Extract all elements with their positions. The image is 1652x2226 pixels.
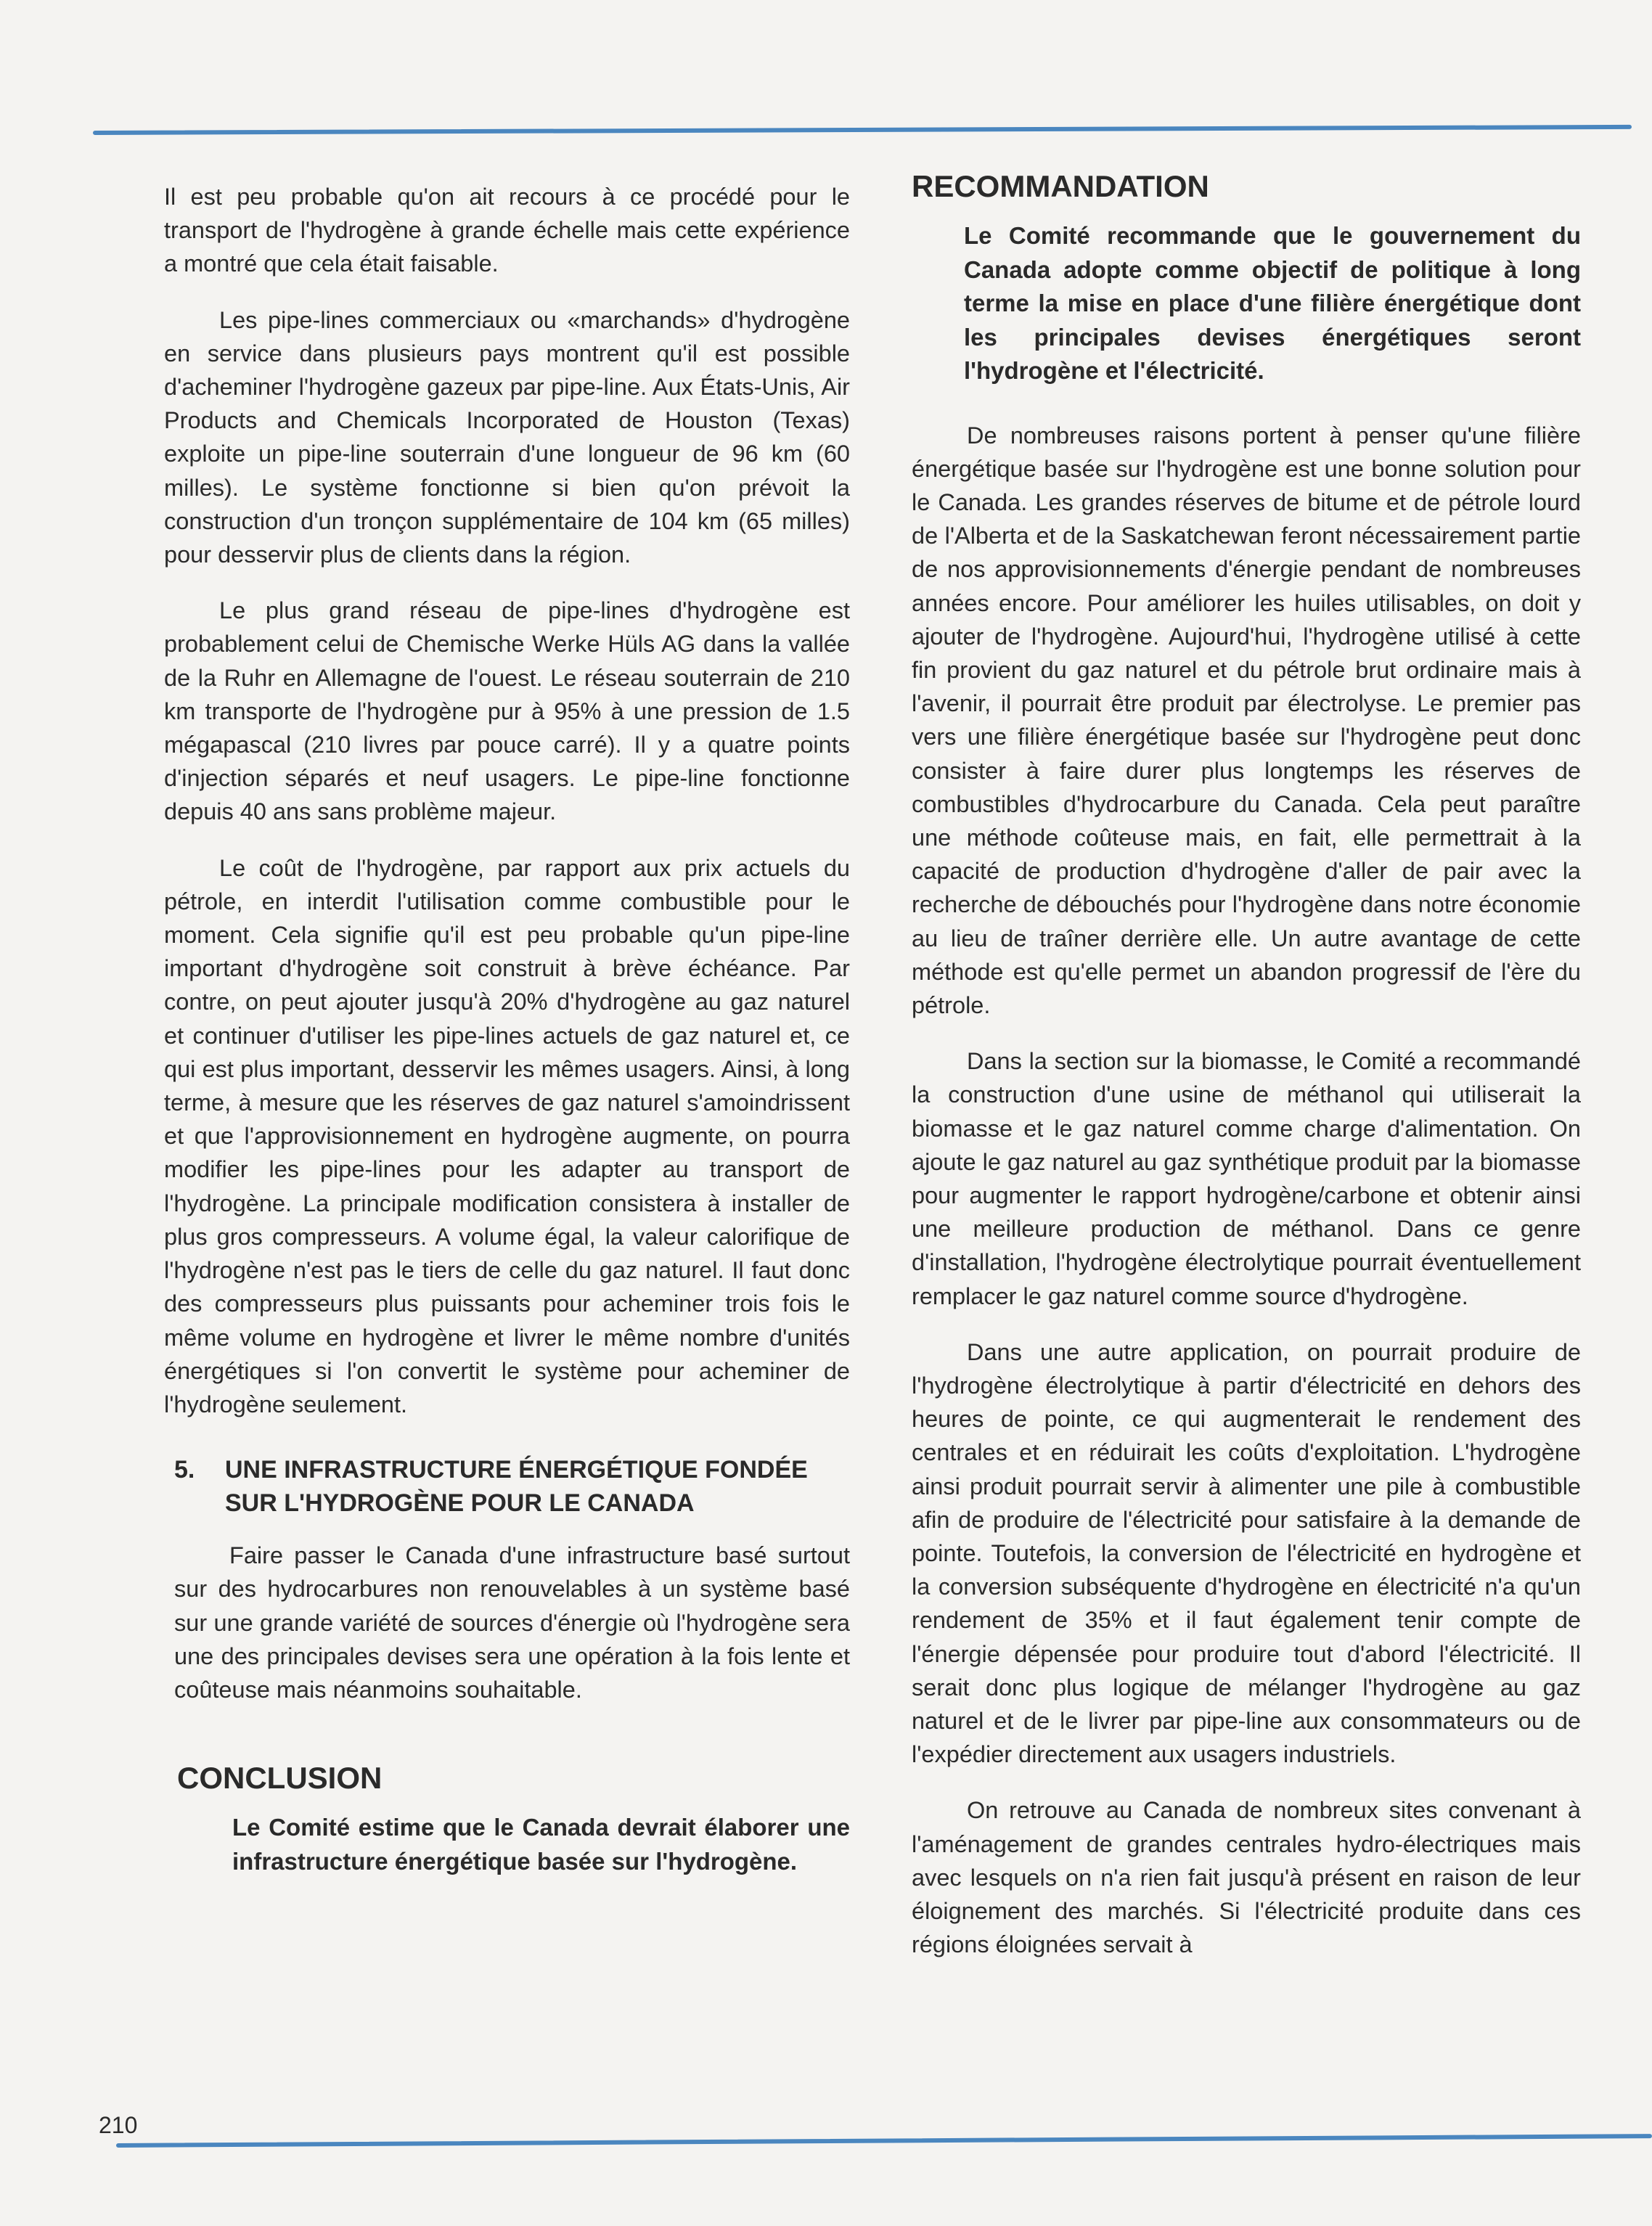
paragraph: Le plus grand réseau de pipe-lines d'hydrogène est probablement celui de Chemische Werke Hüls AG dans la vallée de la Ruhr en Allemagne de l'ouest. Le réseau souterrain de 210 km transporte de l'hydrogène pur à 95% à une pression de 1.5 mégapascal (210 livres par pouce carré). Il y a quatre points d'injection séparés et neuf usagers. Le pipe-line fonctionne depuis 40 ans sans problème majeur. <box>164 597 850 825</box>
page-number: 210 <box>99 2112 138 2138</box>
section-paragraph: Faire passer le Canada d'une infrastructure basé surtout sur des hydrocarbures non renouvelables à un système basé sur une grande variété de sources d'énergie où l'hydrogène sera une des principales devises sera une opération à la fois lente et coûteuse mais néanmoins souhaitable. <box>174 1542 850 1703</box>
paragraph: Dans la section sur la biomasse, le Comité a recommandé la construction d'une usine de méthanol qui utiliserait la biomasse et le gaz naturel comme charge d'alimentation. On ajoute le gaz naturel au gaz synthétique produit par la biomasse pour augmenter le rapport hydrogène/carbone et obtenir ainsi une meilleure production de méthanol. Dans ce genre d'installation, l'hydrogène électrolytique pourrait éventuellement remplacer le gaz naturel comme source d'hydrogène. <box>912 1048 1581 1309</box>
left-column <box>164 180 850 1899</box>
paragraph: Les pipe-lines commerciaux ou «marchands» d'hydrogène en service dans plusieurs pays montrent qu'il est possible d'acheminer l'hydrogène gazeux par pipe-line. Aux États-Unis, Air Products and Chemicals Incorporated de Houston (Texas) exploite un pipe-line souterrain d'une longueur de 96 km (60 milles). Le système fonctionne si bien qu'on prévoit la construction d'un tronçon supplémentaire de 104 km (65 milles) pour desservir plus de clients dans la région. <box>164 306 850 568</box>
paragraph: Dans une autre application, on pourrait produire de l'hydrogène électrolytique à partir d'électricité en dehors des heures de pointe, ce qui augmenterait le rendement des centrales et en réduirait les coûts d'exploitation. L'hydrogène ainsi produit pourrait servir à alimenter une pile à combustible afin de produire de l'électricité pour satisfaire à la demande de pointe. Toutefois, la conversion de l'électricité en hydrogène et la conversion subséquente d'hydrogène en électricité n'a qu'un rendement de 35% et il faut également tenir compte de l'énergie dépensée pour produire tout d'abord l'électricité. Il serait donc plus logique de mélanger l'hydrogène au gaz naturel et de le livrer par pipe-line aux consommateurs ou de l'expédier directement aux usagers industriels. <box>912 1338 1581 1768</box>
bottom-rule <box>116 2134 1652 2148</box>
section-title: UNE INFRASTRUCTURE ÉNERGÉTIQUE FONDÉE SUR L'HYDROGÈNE POUR LE CANADA <box>225 1456 808 1518</box>
paragraph: Le coût de l'hydrogène, par rapport aux prix actuels du pétrole, en interdit l'utilisation comme combustible pour le moment. Cela signifie qu'il est peu probable qu'un pipe-line important d'hydrogène soit construit à brève échéance. Par contre, on peut ajouter jusqu'à 20% d'hydrogène au gaz naturel et continuer d'utiliser les pipe-lines actuels de gaz naturel et, ce qui est plus important, desservir les mêmes usagers. Ainsi, à long terme, à mesure que les réserves de gaz naturel s'amoindrissent et que l'approvisionnement en hydrogène augmente, on pourra modifier les pipe-lines pour les adapter au transport de l'hydrogène. La principale modification consistera à installer de plus gros compresseurs. A volume égal, la valeur calorifique de l'hydrogène n'est pas le tiers de celle du gaz naturel. Il faut donc des compresseurs plus puissants pour acheminer trois fois le même volume en hydrogène et livrer le même nombre d'unités énergétiques si l'on convertit le système pour acheminer de l'hydrogène seulement. <box>164 854 850 1417</box>
paragraph: On retrouve au Canada de nombreux sites convenant à l'aménagement de grandes centrales hydro-électriques mais avec lesquels on n'a rien fait jusqu'à présent en raison de leur éloignement des marchés. Si l'électricité produite dans ces régions éloignées servait à <box>912 1797 1581 1958</box>
right-column <box>912 167 1581 1984</box>
paragraph: Il est peu probable qu'on ait recours à ce procédé pour le transport de l'hydrogène à grande échelle mais cette expérience a montré que cela était faisable. <box>164 184 850 277</box>
recommendation-text: Le Comité recommande que le gouvernement du Canada adopte comme objectif de politique à long terme la mise en place d'une filière énergétique dont les principales devises énergétiques seront l'hydrogène et l'électricité. <box>964 222 1581 384</box>
conclusion-heading: CONCLUSION <box>177 1761 383 1796</box>
paragraph: De nombreuses raisons portent à penser qu'une filière énergétique basée sur l'hydrogène est une bonne solution pour le Canada. Les grandes réserves de bitume et de pétrole lourd de l'Alberta et de la Saskatchewan feront nécessairement partie de nos approvisionnements d'énergie pendant de nombreuses années encore. Pour améliorer les huiles utilisables, on doit y ajouter de l'hydrogène. Aujourd'hui, l'hydrogène utilisé à cette fin provient du gaz naturel et du pétrole brut ordinaire mais à l'avenir, il pourrait être produit par électrolyse. Le premier pas vers une filière énergétique basée sur l'hydrogène peut donc consister à faire durer plus longtemps les réserves de combustibles d'hydrocarbure du Canada. Cela peut paraître une méthode coûteuse mais, en fait, elle permettrait à la capacité de production d'hydrogène d'aller de pair avec la recherche de débouchés pour l'hydrogène dans notre économie au lieu de traîner derrière elle. Un autre avantage de cette méthode est qu'elle permet un abandon progressif de l'ère du pétrole. <box>912 422 1581 1018</box>
conclusion-text: Le Comité estime que le Canada devrait élaborer une infrastructure énergétique basée sur l'hydrogène. <box>232 1814 850 1875</box>
recommendation-heading: RECOMMANDATION <box>912 169 1209 203</box>
section-number: 5. <box>174 1456 195 1484</box>
top-rule <box>93 125 1632 135</box>
section-heading <box>174 1453 850 1520</box>
